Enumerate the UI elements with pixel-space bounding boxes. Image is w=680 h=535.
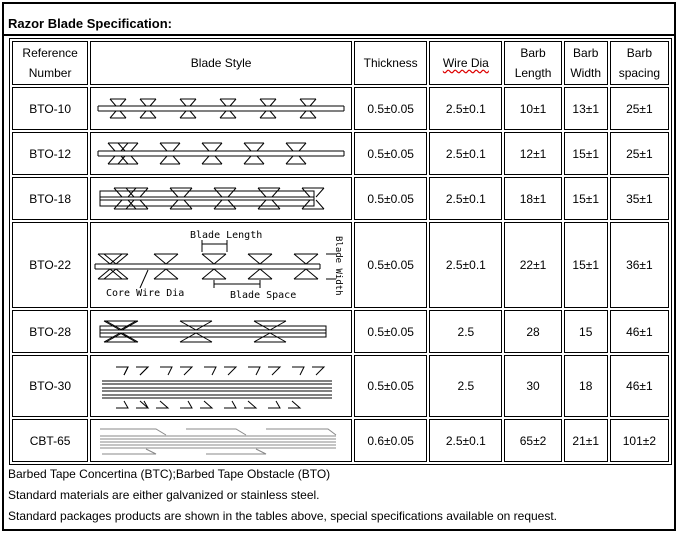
wire-dia-cell: 2.5±0.1	[429, 419, 502, 462]
label-blade-width: Blade Width	[333, 236, 344, 296]
barb-length-cell: 12±1	[504, 132, 561, 175]
blade-diagram-cbt65	[96, 421, 346, 461]
barb-length-cell: 18±1	[504, 177, 561, 220]
page-title: Razor Blade Specification:	[8, 16, 172, 31]
barb-spacing-cell: 35±1	[610, 177, 669, 220]
spec-table	[9, 38, 672, 465]
col-blade-style: Blade Style	[90, 41, 352, 85]
thickness-cell: 0.5±0.05	[354, 222, 427, 308]
barb-length-cell: 28	[504, 310, 561, 353]
blade-diagram-bto28	[96, 312, 346, 352]
thickness-cell: 0.5±0.05	[354, 310, 427, 353]
thickness-cell: 0.5±0.05	[354, 87, 427, 130]
wire-dia-cell: 2.5±0.1	[429, 87, 502, 130]
wire-dia-cell: 2.5±0.1	[429, 222, 502, 308]
barb-spacing-cell: 101±2	[610, 419, 669, 462]
ref-cell: BTO-12	[12, 132, 88, 175]
table-row	[12, 222, 669, 308]
label-blade-space: Blade Space	[230, 290, 297, 301]
blade-style-cell	[90, 310, 352, 353]
barb-spacing-cell: 46±1	[610, 355, 669, 417]
barb-spacing-cell: 36±1	[610, 222, 669, 308]
table-row	[12, 132, 669, 175]
table-row	[12, 310, 669, 353]
table-row	[12, 177, 669, 220]
title-divider	[2, 34, 676, 36]
blade-style-cell	[90, 87, 352, 130]
note-line: Standard materials are either galvanized or stainless steel.	[8, 488, 320, 502]
table-row	[12, 355, 669, 417]
thickness-cell: 0.5±0.05	[354, 355, 427, 417]
blade-style-cell	[90, 222, 352, 308]
blade-diagram-bto30	[96, 357, 346, 415]
col-barb-spacing: Barb spacing	[610, 41, 669, 85]
blade-diagram-bto22	[92, 224, 350, 306]
blade-diagram-bto10	[96, 89, 346, 129]
label-core-wire-dia: Core Wire Dia	[106, 288, 185, 299]
barb-width-cell: 15±1	[564, 222, 608, 308]
blade-style-cell	[90, 132, 352, 175]
col-wire-dia: Wire Dia	[429, 41, 502, 85]
thickness-cell: 0.5±0.05	[354, 132, 427, 175]
col-barb-length: Barb Length	[504, 41, 561, 85]
notes	[8, 464, 557, 527]
barb-width-cell: 13±1	[564, 87, 608, 130]
ref-cell: BTO-30	[12, 355, 88, 417]
col-reference: Reference Number	[12, 41, 88, 85]
table-row	[12, 87, 669, 130]
barb-spacing-cell: 46±1	[610, 310, 669, 353]
blade-style-cell	[90, 419, 352, 462]
blade-diagram-bto12	[96, 134, 346, 174]
thickness-cell: 0.5±0.05	[354, 177, 427, 220]
barb-spacing-cell: 25±1	[610, 132, 669, 175]
barb-spacing-cell: 25±1	[610, 87, 669, 130]
wire-dia-cell: 2.5±0.1	[429, 132, 502, 175]
wire-dia-cell: 2.5	[429, 355, 502, 417]
barb-width-cell: 18	[564, 355, 608, 417]
barb-length-cell: 65±2	[504, 419, 561, 462]
barb-width-cell: 21±1	[564, 419, 608, 462]
note-line: Standard packages products are shown in the tables above, special specifications available on request.	[8, 509, 558, 523]
barb-width-cell: 15±1	[564, 132, 608, 175]
ref-cell: BTO-28	[12, 310, 88, 353]
label-blade-length: Blade Length	[190, 230, 263, 241]
col-barb-width: Barb Width	[564, 41, 608, 85]
col-thickness: Thickness	[354, 41, 427, 85]
barb-length-cell: 22±1	[504, 222, 561, 308]
table-row	[12, 419, 669, 462]
blade-style-cell	[90, 177, 352, 220]
blade-style-cell	[90, 355, 352, 417]
header-row	[12, 41, 669, 85]
ref-cell: BTO-10	[12, 87, 88, 130]
ref-cell: BTO-22	[12, 222, 88, 308]
ref-cell: BTO-18	[12, 177, 88, 220]
wire-dia-cell: 2.5	[429, 310, 502, 353]
blade-diagram-bto18	[96, 179, 346, 219]
ref-cell: CBT-65	[12, 419, 88, 462]
barb-length-cell: 10±1	[504, 87, 561, 130]
barb-width-cell: 15	[564, 310, 608, 353]
wire-dia-cell: 2.5±0.1	[429, 177, 502, 220]
barb-length-cell: 30	[504, 355, 561, 417]
note-line: Barbed Tape Concertina (BTC);Barbed Tape Obstacle (BTO)	[8, 467, 331, 481]
thickness-cell: 0.6±0.05	[354, 419, 427, 462]
barb-width-cell: 15±1	[564, 177, 608, 220]
